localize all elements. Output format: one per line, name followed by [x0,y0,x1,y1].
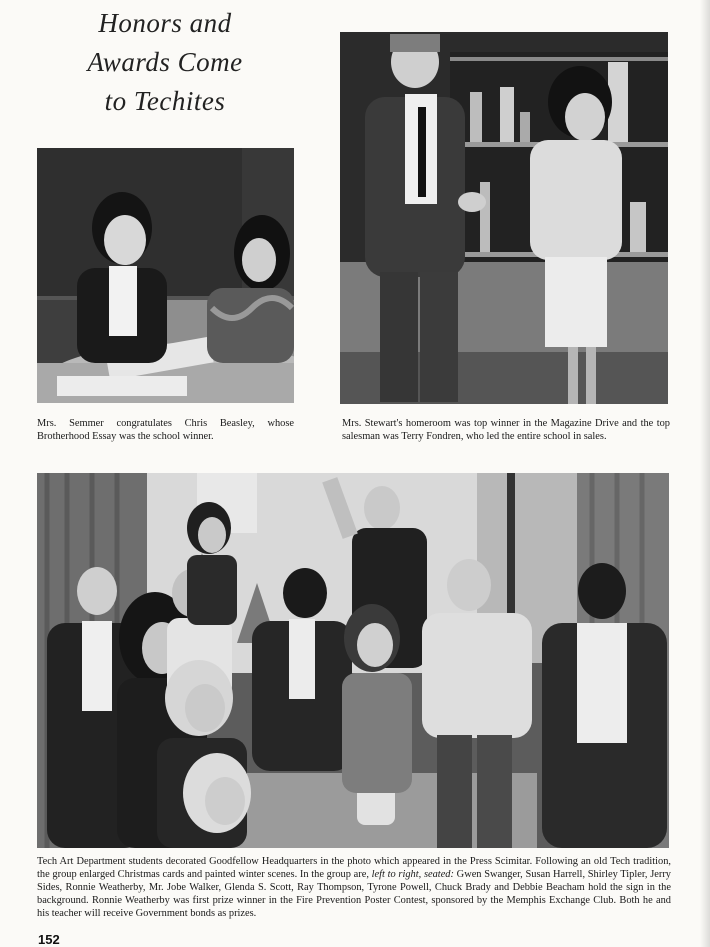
caption-magazine-drive: Mrs. Stewart's homeroom was top winner in the Magazine Drive and the top salesman was Terry Fondren, who led the entire school in sales. [342,418,670,442]
page-number: 152 [38,932,60,947]
caption-art-department-text-2: Gwen Swanger, Susan Harrell, Shirley Tipler, Jerry Sides, Ronnie Weatherby, Mr. Jobe Walker, Glenda S. Scott, Ray Thompson, Tyrone Powell, Chuck Brady and Debbie Beacham hold the sign in the background. Ronnie Weatherby was first prize winner in the Fire Prevention Poster Contest, sponsored by the Memphis Exchange Club. Both he and his teacher will receive Government bonds as prizes. [37,869,671,919]
title-line-2: Awards Come [87,47,243,77]
photo-magazine-drive [340,32,668,404]
caption-art-department-text-1: Tech Art Department students decorated Goodfellow Headquarters in the photo which appeared in the Press Scimitar. Following an old Tech tradition, the group enlarged Christmas cards and painted winter scenes. In the group are, [37,856,671,880]
photo-art-department-group [37,473,669,848]
title-line-1: Honors and [98,8,232,38]
photo-essay-winner [37,148,294,403]
page-edge-shadow [700,0,710,947]
caption-art-department-italic: left to right, seated: [371,869,454,880]
page-title [40,4,290,121]
caption-essay-winner: Mrs. Semmer congratulates Chris Beasley, whose Brotherhood Essay was the school winner. [37,418,294,442]
caption-art-department [37,855,671,920]
title-line-3: to Techites [104,86,226,116]
